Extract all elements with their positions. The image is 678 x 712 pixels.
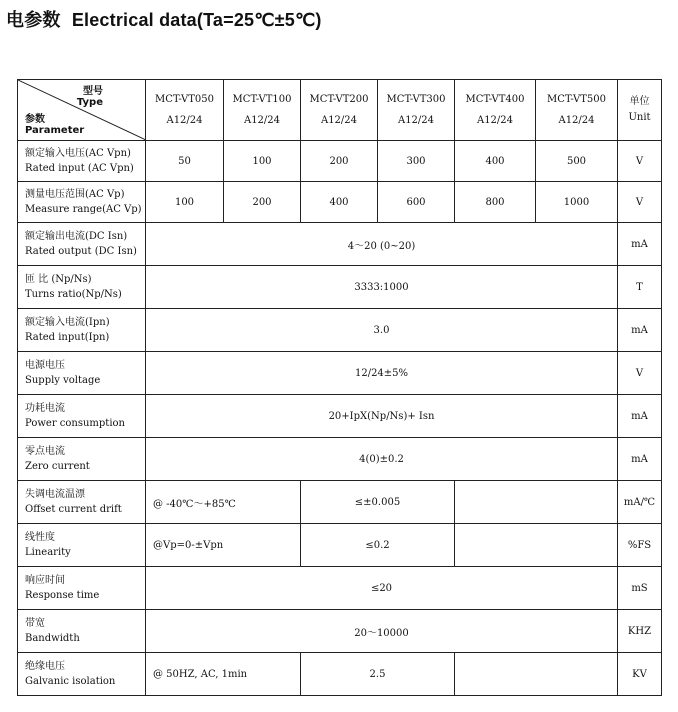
parameter-cell [18, 610, 146, 653]
model-header [224, 80, 301, 141]
value-cell: 300 [378, 141, 455, 182]
value-cell: 100 [224, 141, 301, 182]
condition-cell: @ 50HZ, AC, 1min [146, 653, 301, 696]
empty-cell [455, 481, 618, 524]
model-name: MCT-VT200 [309, 94, 369, 105]
header-row [18, 80, 662, 141]
model-name: MCT-VT050 [155, 94, 214, 105]
parameter-name-en: Power consumption [25, 418, 125, 429]
value-cell: ≤20 [146, 567, 618, 610]
type-label-cn: 型号 [83, 86, 103, 97]
unit-cell: mA [618, 309, 662, 352]
model-name: MCT-VT500 [547, 94, 606, 105]
unit-header-cn: 单位 [629, 96, 650, 107]
table-row [18, 309, 662, 352]
parameter-name-cn: 零点电流 [25, 446, 65, 457]
parameter-name-cn: 匝 比 (Np/Ns) [25, 274, 92, 285]
model-name: MCT-VT300 [386, 94, 446, 105]
value-cell: 500 [536, 141, 618, 182]
parameter-cell [18, 141, 146, 182]
unit-cell: V [618, 182, 662, 223]
unit-cell: T [618, 266, 662, 309]
value-cell: 3.0 [146, 309, 618, 352]
parameter-name-en: Galvanic isolation [25, 676, 116, 687]
parameter-name-en: Turns ratio(Np/Ns) [25, 289, 122, 300]
table-row [18, 266, 662, 309]
model-header [146, 80, 224, 141]
model-header [536, 80, 618, 141]
parameter-label-cn: 参数 [25, 114, 45, 125]
table-row [18, 352, 662, 395]
parameter-name-cn: 额定输入电流(Ipn) [25, 317, 110, 328]
table-row [18, 481, 662, 524]
parameter-name-en: Supply voltage [25, 375, 101, 386]
unit-cell: V [618, 352, 662, 395]
parameter-name-en: Zero current [25, 461, 90, 472]
value-cell: 200 [301, 141, 378, 182]
parameter-name-cn: 响应时间 [25, 575, 65, 586]
empty-cell [455, 653, 618, 696]
condition-cell: @ -40℃～+85℃ [146, 481, 301, 524]
value-cell: 20+IpX(Np/Ns)+ Isn [146, 395, 618, 438]
parameter-cell [18, 438, 146, 481]
model-name: MCT-VT400 [465, 94, 525, 105]
unit-cell: mS [618, 567, 662, 610]
parameter-name-cn: 额定输入电压(AC Vpn) [25, 148, 131, 159]
unit-cell: mA [618, 438, 662, 481]
value-cell: 600 [378, 182, 455, 223]
parameter-cell [18, 481, 146, 524]
parameter-cell [18, 352, 146, 395]
parameter-name-cn: 线性度 [25, 532, 55, 543]
corner-header-cell [18, 80, 146, 141]
parameter-name-cn: 绝缘电压 [25, 661, 65, 672]
value-cell: 12/24±5% [146, 352, 618, 395]
model-header [455, 80, 536, 141]
parameter-name-en: Rated output (DC Isn) [25, 246, 137, 257]
parameter-name-en: Bandwidth [25, 633, 80, 644]
parameter-cell [18, 223, 146, 266]
value-cell: ≤0.2 [301, 524, 455, 567]
parameter-cell [18, 182, 146, 223]
title-en: Electrical data(Ta=25℃±5℃) [71, 10, 322, 30]
value-cell: 400 [301, 182, 378, 223]
title-cn: 电参数 [6, 10, 61, 30]
value-cell: 4(0)±0.2 [146, 438, 618, 481]
model-suffix: A12/24 [558, 115, 595, 126]
parameter-name-cn: 测量电压范围(AC Vp) [25, 189, 125, 200]
unit-cell: mA [618, 395, 662, 438]
model-header [378, 80, 455, 141]
unit-cell: mA [618, 223, 662, 266]
parameter-cell [18, 266, 146, 309]
table-row [18, 610, 662, 653]
parameter-cell [18, 653, 146, 696]
value-cell: 200 [224, 182, 301, 223]
value-cell: 3333:1000 [146, 266, 618, 309]
table-row [18, 438, 662, 481]
value-cell: 100 [146, 182, 224, 223]
table-row [18, 223, 662, 266]
parameter-name-cn: 额定输出电流(DC Isn) [25, 231, 128, 242]
parameter-name-en: Rated input(Ipn) [25, 332, 110, 343]
unit-cell: KHZ [618, 610, 662, 653]
parameter-label-en: Parameter [25, 125, 85, 136]
parameter-cell [18, 524, 146, 567]
parameter-cell [18, 395, 146, 438]
model-suffix: A12/24 [476, 115, 514, 126]
model-suffix: A12/24 [166, 115, 203, 126]
table-row [18, 182, 662, 223]
unit-header [618, 80, 662, 141]
parameter-name-en: Offset current drift [25, 504, 122, 515]
value-cell: 800 [455, 182, 536, 223]
value-cell: 4～20 (0~20) [146, 223, 618, 266]
unit-cell: %FS [618, 524, 662, 567]
unit-cell: V [618, 141, 662, 182]
value-cell: 50 [146, 141, 224, 182]
parameter-name-en: Measure range(AC Vp) [25, 204, 142, 215]
model-suffix: A12/24 [397, 115, 435, 126]
unit-cell: KV [618, 653, 662, 696]
parameter-cell [18, 309, 146, 352]
model-header [301, 80, 378, 141]
parameter-cell [18, 567, 146, 610]
table-row [18, 653, 662, 696]
table-row [18, 141, 662, 182]
electrical-data-table [17, 79, 662, 696]
parameter-name-cn: 电源电压 [25, 360, 65, 371]
value-cell: ≤±0.005 [301, 481, 455, 524]
unit-header-en: Unit [628, 112, 651, 123]
value-cell: 1000 [536, 182, 618, 223]
model-name: MCT-VT100 [232, 94, 292, 105]
value-cell: 20～10000 [146, 610, 618, 653]
parameter-name-en: Response time [25, 590, 100, 601]
table-row [18, 567, 662, 610]
table-row [18, 395, 662, 438]
type-label-en: Type [76, 97, 103, 108]
parameter-name-cn: 带宽 [25, 618, 45, 629]
value-cell: 2.5 [301, 653, 455, 696]
condition-cell: @Vp=0-±Vpn [146, 524, 301, 567]
unit-cell: mA/℃ [618, 481, 662, 524]
table-row [18, 524, 662, 567]
parameter-name-cn: 失调电流温漂 [25, 489, 85, 500]
model-suffix: A12/24 [243, 115, 281, 126]
parameter-name-en: Linearity [25, 547, 71, 558]
model-suffix: A12/24 [320, 115, 358, 126]
value-cell: 400 [455, 141, 536, 182]
parameter-name-cn: 功耗电流 [25, 403, 65, 414]
parameter-name-en: Rated input (AC Vpn) [25, 163, 134, 174]
empty-cell [455, 524, 618, 567]
page-title [6, 6, 322, 32]
